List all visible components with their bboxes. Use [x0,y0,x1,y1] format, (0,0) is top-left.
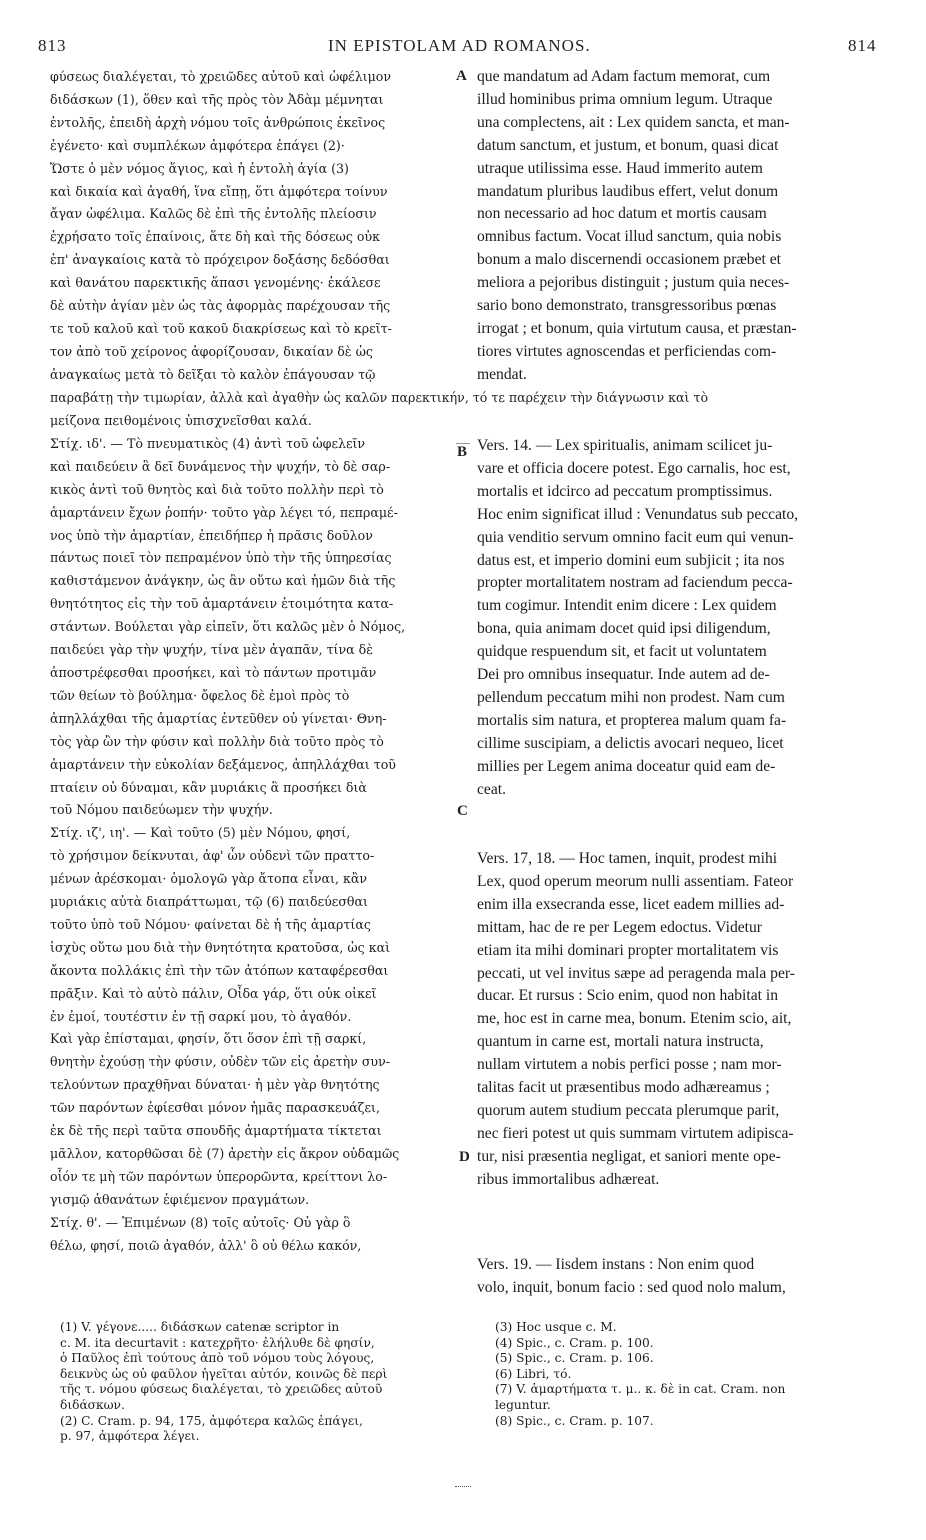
greek-text-line: ἄκοντα πολλάκις ἐπὶ τὴν τῶν ἀτόπων καταφέρεσθαι [50,962,389,978]
latin-text-line: que mandatum ad Adam factum memorat, cum [477,68,771,85]
greek-text-line: θέλω, φησί, ποιῶ ἀγαθόν, ἀλλ' ὃ οὐ θέλω κακόν, [50,1237,362,1253]
greek-text-line: πρᾶξιν. Καὶ τὸ αὐτὸ πάλιν, Οἶδα γάρ, ὅτι οὐκ οἰκεῖ [50,985,377,1001]
footnote-line: leguntur. [495,1397,551,1412]
greek-text-line: Στίχ. ιζ', ιη'. — Καὶ τοῦτο (5) μὲν Νόμου, φησί, [50,825,351,841]
greek-text-line: οἷόν τε μὴ τῶν παρόντων ὑπερορῶντα, κρείττονι λο- [50,1168,388,1184]
latin-text-line: mendat. [477,365,527,383]
latin-text-line: datus est, et imperio domini eum subjicit ; ita nos [477,551,785,569]
greek-text-line: ἀποστρέφεσθαι προσήκει, καὶ τὸ πάντων προτιμᾶν [50,664,377,680]
footnote-line: διδάσκων. [60,1397,125,1412]
greek-text-line: ἀναγκαίως μετὰ τὸ δεῖξαι τὸ καλὸν ἐπάγουσαν τῷ [50,366,376,382]
latin-text-line: omnibus factum. Vocat illud sanctum, quia nobis [477,228,782,246]
latin-text-line: tur, nisi præsentia negligat, et saniori mente ope- [477,1147,781,1165]
latin-text-line: propter mortalitatem nostram ad faciendum pecca- [477,574,793,592]
greek-text-line: τῶν θείων τὸ βούλημα· ὄφελος δὲ ἐμοὶ πρὸς τὸ [50,687,350,703]
footnote-line: (2) C. Cram. p. 94, 175, ἀμφότερα καλῶς ἐπάγει, [60,1413,363,1428]
latin-text-line: quorum autem studium peccata plerumque parit, [477,1101,780,1119]
greek-text-line: τοῦ Νόμου παιδεύωμεν τὴν ψυχήν. [50,802,273,818]
latin-text-line: irrogat ; et bonum, quia virtutum causa, et præstan- [477,319,797,337]
page-number-left: 813 [38,36,67,55]
latin-text-line: enim illa exsecranda esse, licet eadem millies ad- [477,895,785,913]
latin-text-line: nec fieri potest ut quis summam virtutem adipisca- [477,1124,794,1142]
footnote-line: ὁ Παῦλος ἐπὶ τούτους ἀπὸ τοῦ νόμου τοὺς λόγους, [60,1351,375,1366]
footnote-line: τῆς τ. νόμου φύσεως διαλέγεται, τὸ χρειῶδες αὐτοῦ [60,1382,383,1397]
latin-text-line: non necessario ad hoc datum et mortis causam [477,205,767,223]
footnote-line: δεικνὺς ὡς οὐ φαῦλον ἡγεῖται αὐτόν, κοινῶς δὲ περὶ [60,1366,388,1381]
latin-text-line: quidque respuendum sit, et facit ut voluntatem [477,643,767,661]
latin-text-line: bona, quia animam docet quid ipsi diligendum, [477,620,771,638]
latin-text-line: quia venditio servum omnino facit eum qui venun- [477,528,794,546]
greek-text-line: καὶ παιδεύειν ἃ δεῖ δυνάμενος τὴν ψυχήν, τὸ δὲ σαρ- [50,458,391,474]
latin-text-line: Hoc enim significat illud : Venundatus sub peccato, [477,505,799,523]
greek-full-width-line: παραβάτῃ τὴν τιμωρίαν, ἀλλὰ καὶ ἀγαθὴν ὡς καλῶν παρεκτικήν, τό τε παρέχειν τὴν διάγνωσιν καὶ τὸ [50,390,709,405]
greek-text-line: Στίχ. ιδ'. — Τὸ πνευματικὸς (4) ἀντὶ τοῦ ὠφελεῖν [50,435,366,451]
greek-text-line: κικὸς ἀντὶ τοῦ θνητὸς καὶ διὰ τοῦτο πολλὴν περὶ τὸ [50,481,384,497]
section-marker-b: B [457,444,468,460]
latin-verse-19 [477,1254,891,1300]
latin-text-line: una complectens, ait : Lex quidem sancta, et man- [477,113,790,131]
greek-text-line: ἄγαν ὠφέλιμα. Καλῶς δὲ ἐπὶ τῆς ἐντολῆς πλείοσιν [50,206,377,222]
greek-text-line: μᾶλλον, κατορθῶσαι δὲ (7) ἀρετὴν εἰς ἄκρον οὐδαμῶς [50,1146,400,1161]
latin-text-line: etiam ita mihi dominari propter mortalitatem vis [477,941,779,959]
greek-text-line: τῶν παρόντων ἐφίεσθαι μόνον ἡμᾶς παρασκευάζει, [50,1100,380,1116]
greek-text-line: στάντων. Βούλεται γὰρ εἰπεῖν, ὅτι καλῶς μὲν ὁ Νόμος, [50,619,406,635]
footnote-line: (8) Spic., c. Cram. p. 107. [495,1413,654,1428]
greek-text-line: πάντως ποιεῖ τὸν πεπραμένον ὑπὸ τὴν τῆς ὑπηρεσίας [50,550,392,566]
greek-text-line: τὸ χρήσιμον δείκνυται, ἀφ' ὧν οὐδενὶ τῶν πραττο- [50,848,375,864]
latin-text-line: me, hoc est in carne mea, bonum. Etenim scio, ait, [477,1010,792,1028]
latin-text-line: volo, inquit, bonum facio : sed quod nolo malum, [477,1278,786,1296]
greek-text-line: ἁμαρτάνειν τὴν εὐκολίαν δεξάμενος, ἀπηλλάχθαι τοῦ [50,756,396,772]
footnote-line: (1) V. γέγονε..... διδάσκων catenæ scriptor in [60,1320,340,1334]
greek-text-line: Στίχ. θ'. — Ἐπιμένων (8) τοῖς αὐτοῖς· Οὐ γὰρ ὃ [50,1214,351,1230]
latin-column-top [477,66,891,387]
latin-text-line: ducar. Et rursus : Scio enim, quod non habitat in [477,987,779,1005]
footnote-line: p. 97, ἀμφότερα λέγει. [60,1429,200,1444]
section-marker-a: A [456,68,467,84]
latin-text-line: mittam, hac de re per Legem edoctus. Videtur [477,918,762,936]
greek-text-line: Καὶ γὰρ ἐπίσταμαι, φησίν, ὅτι ὅσον ἐπὶ τῇ σαρκί, [50,1031,367,1047]
latin-text-line: ceat. [477,780,506,798]
latin-text-line: tiores virtutes agnoscendas et perficiendas com- [477,342,777,360]
running-header [0,36,926,58]
footnotes-left [60,1320,455,1445]
latin-text-line: cillime suscipiam, a delictis avocari nequeo, licet [477,734,784,752]
greek-column-main [50,410,455,1258]
page-end-ornament [455,1486,471,1491]
greek-text-line: θνητὴν ἐχούσῃ τὴν φύσιν, οὐδὲν τῶν εἰς ἀρετὴν συν- [50,1054,390,1070]
latin-text-line: Lex, quod operum meorum nulli assentiam. Fateor [477,872,794,890]
latin-text-line: ribus immortalibus adhæreat. [477,1170,660,1188]
greek-text-line: ἁμαρτάνειν ἔχων ῥοπήν· τοῦτο γὰρ λέγει τό, πεπραμέ- [50,504,398,520]
footnote-line: (5) Spic., c. Cram. p. 106. [495,1351,654,1366]
footnotes-right [495,1320,895,1429]
latin-text-line: utraque utilissima esse. Haud immerito autem [477,159,763,177]
greek-column-top [50,66,455,387]
footnote-line: (4) Spic., c. Cram. p. 100. [495,1335,654,1350]
greek-text-line: Ὥστε ὁ μὲν νόμος ἅγιος, καὶ ἡ ἐντολὴ ἁγία (3) [50,160,349,176]
latin-text-line: illud hominibus prima omnium legum. Utraque [477,90,773,108]
greek-text-line: ἰσχὺς οὕτω μου διὰ τὴν θνητότητα κρατοῦσα, ὡς καὶ [50,939,391,955]
greek-text-line: ἀπηλλάχθαι τῆς ἁμαρτίας ἐντεῦθεν οὐ γίνεται· Θνη- [50,710,387,726]
latin-text-line: meliora a pejoribus distinguit ; justum quia neces- [477,274,790,292]
page-number-right: 814 [848,36,877,55]
greek-text-line: διδάσκων (1), ὅθεν καὶ τῆς πρὸς τὸν Ἀδὰμ μέμνηται [50,91,384,107]
greek-text-line: τοῦτο ὑπὸ τοῦ Νόμου· φαίνεται δὲ ἡ τῆς ἁμαρτίας [50,916,371,932]
latin-text-line: sario bono demonstrato, transgressoribus pœnas [477,297,777,315]
latin-text-line: Vers. 17, 18. — Hoc tamen, inquit, prodest mihi [477,850,778,867]
greek-text-line: γισμῷ ἀθανάτων ἐφιέμενον πραγμάτων. [50,1191,310,1207]
greek-text-line: μείζονα πειθομένοις ὑπισχνεῖσθαι καλά. [50,413,312,428]
latin-text-line: talitas facit ut præsentibus modo adhæreamus ; [477,1079,770,1097]
greek-text-line: τον ἀπὸ τοῦ χείρονος ἀφορίζουσαν, δικαίαν δὲ ὡς [50,343,373,359]
latin-verse-17-18 [477,848,891,1192]
greek-text-line: μυριάκις αὐτὰ διαπράττωμαι, τῷ (6) παιδεύεσθαι [50,894,368,910]
latin-text-line: Vers. 19. — Iisdem instans : Non enim quod [477,1256,755,1273]
footnote-line: (6) Libri, τό. [495,1366,572,1381]
greek-text-line: καὶ θανάτου παρεκτικῆς ἅπασι γενομένης· ἐκάλεσε [50,275,381,291]
latin-text-line: pellendum peccatum mihi non prodest. Nam cum [477,688,785,706]
latin-text-line: nullam virtutem a nobis perfici posse ; nam mor- [477,1056,782,1074]
latin-verse-14 [477,435,891,802]
greek-text-line: πταίειν οὐ δύναμαι, κἂν μυριάκις ἃ προσήκει διὰ [50,779,367,795]
latin-text-line: mandatum pluribus laudibus effert, velut donum [477,182,779,200]
greek-text-line: τε τοῦ καλοῦ καὶ τοῦ κακοῦ διακρίσεως καὶ τὸ κρεῖτ- [50,320,392,336]
greek-text-line: θνητότητος εἰς τὴν τοῦ ἁμαρτάνειν ἑτοιμότητα κατα- [50,596,394,612]
running-title: IN EPISTOLAM AD ROMANOS. [328,36,591,55]
latin-text-line: Vers. 14. — Lex spiritualis, animam scilicet ju- [477,437,773,454]
greek-text-line: δὲ αὐτὴν ἁγίαν μὲν ὡς τὰς ἀφορμὰς παρέχουσαν τῆς [50,298,391,314]
latin-text-line: millies per Legem anima doceatur quid eam de- [477,757,776,775]
greek-text-line: ἐπ' ἀναγκαίοις κατὰ τὸ πρόχειρον δοξάσης δεδόσθαι [50,252,390,268]
greek-text-line: τελούντων πραχθῆναι δύναται· ἡ μὲν γὰρ θνητότης [50,1077,380,1093]
footnote-line: c. M. ita decurtavit : κατεχρῆτο· ἐλήλυθε δὲ φησίν, [60,1335,375,1350]
greek-text-line: παιδεύει γὰρ τὴν ψυχήν, τίνα μὲν ἀγαπᾶν, τίνα δὲ [50,642,373,658]
latin-text-line: vare et officia docere potest. Ego carnalis, hoc est, [477,459,791,477]
greek-text-line: φύσεως διαλέγεται, τὸ χρειῶδες αὐτοῦ καὶ ὠφέλιμον [50,69,392,84]
greek-text-line: ἐκ δὲ τῆς περὶ ταῦτα σπουδῆς ἁμαρτήματα τίκτεται [50,1123,382,1139]
section-marker-c: C [457,803,468,819]
footnote-line: (7) V. ἁμαρτήματα τ. μ.. κ. δὲ in cat. Cram. non [495,1382,786,1397]
section-marker-d: D [459,1149,470,1165]
footnote-line: (3) Hoc usque c. M. [495,1320,617,1334]
greek-text-line: καὶ δικαία καὶ ἀγαθή, ἵνα εἴπῃ, ὅτι ἀμφότερα τοίνυν [50,183,388,199]
greek-text-line: ἐν ἐμοί, τουτέστιν ἐν τῇ σαρκί μου, τὸ ἀγαθόν. [50,1008,352,1024]
latin-text-line: bonum a malo discernendi occasionem præbet et [477,251,781,269]
greek-text-line: ἐγένετο· καὶ συμπλέκων ἀμφότερα ἐπάγει (2)· [50,137,345,153]
latin-text-line: mortalis et idcirco ad peccatum promptissimus. [477,482,773,500]
greek-text-line: τὸς γὰρ ὢν τὴν φύσιν καὶ πολλὴν διὰ τοῦτο πρὸς τὸ [50,733,384,749]
margin-rule [456,443,470,444]
greek-text-line: νος ὑπὸ τὴν ἁμαρτίαν, ἐπειδήπερ ἡ πρᾶσις δοῦλον [50,527,373,543]
latin-text-line: tum cogimur. Intendit enim dicere : Lex quidem [477,597,777,615]
greek-text-line: μένων ἀρέσκομαι· ὁμολογῶ γὰρ ἄτοπα εἶναι, κἂν [50,871,367,887]
latin-text-line: Dei pro omnibus insequatur. Inde autem ad de- [477,666,770,684]
latin-text-line: quantum in carne est, mortali natura instructa, [477,1033,764,1051]
greek-text-line: ἐντολῆς, ἐπειδὴ ἀρχὴ νόμου τοῖς ἀνθρώποις ἐκεῖνος [50,114,386,130]
latin-text-line: mortalis sim natura, et propterea malum quam fa- [477,711,787,729]
greek-text-line: ἐχρήσατο τοῖς ἐπαίνοις, ἅτε δὴ καὶ τῆς δόσεως οὐκ [50,229,380,245]
latin-text-line: peccati, ut vel invitus sæpe ad peragenda mala per- [477,964,795,982]
greek-text-line: καθιστάμενον ἀνάγκην, ὡς ἂν οὕτω καὶ ἡμῶν διὰ τῆς [50,573,396,589]
latin-text-line: datum sanctum, et justum, et bonum, quasi dicat [477,136,779,154]
